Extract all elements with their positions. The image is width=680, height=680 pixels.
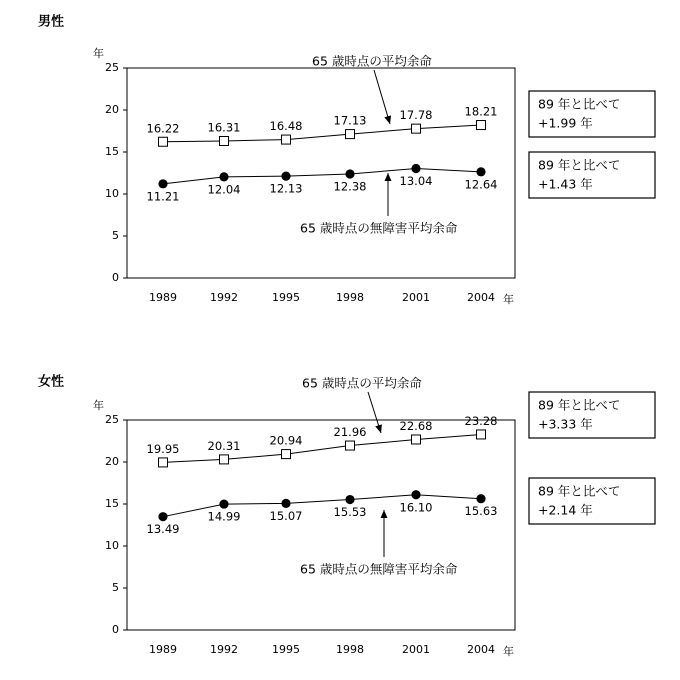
data-point-square bbox=[412, 435, 421, 444]
data-point-circle bbox=[158, 179, 167, 188]
data-label: 16.48 bbox=[269, 119, 303, 134]
data-label: 17.13 bbox=[333, 113, 367, 128]
data-label: 15.53 bbox=[333, 505, 367, 520]
data-label: 23.28 bbox=[464, 413, 498, 428]
data-point-square bbox=[282, 450, 291, 459]
comparison-box-line1: 89 年と比べて bbox=[538, 483, 621, 499]
comparison-box-line1: 89 年と比べて bbox=[538, 397, 621, 413]
y-tick-label: 25 bbox=[105, 413, 119, 426]
data-point-circle bbox=[411, 164, 420, 173]
data-label: 20.94 bbox=[269, 433, 303, 448]
chart-title: 女性 bbox=[38, 374, 65, 390]
chart-panel-0 bbox=[38, 14, 655, 307]
annotation-arrow-head bbox=[375, 424, 382, 433]
annotation-arrow-line bbox=[374, 70, 390, 124]
data-point-square bbox=[477, 121, 486, 130]
data-label: 11.21 bbox=[146, 189, 180, 204]
x-axis-unit: 年 bbox=[503, 293, 514, 306]
data-label: 13.04 bbox=[399, 173, 433, 188]
data-label: 12.04 bbox=[207, 182, 241, 197]
data-point-circle bbox=[281, 499, 290, 508]
y-tick-label: 15 bbox=[105, 145, 119, 158]
x-tick-label: 1989 bbox=[149, 291, 177, 304]
data-label: 12.13 bbox=[269, 181, 303, 196]
comparison-box-1 bbox=[529, 152, 655, 198]
plot-area-frame bbox=[127, 420, 515, 630]
y-axis-unit: 年 bbox=[93, 47, 104, 60]
y-tick-label: 20 bbox=[105, 455, 119, 468]
data-point-square bbox=[159, 458, 168, 467]
x-tick-label: 1998 bbox=[336, 643, 364, 656]
data-label: 13.49 bbox=[146, 522, 180, 537]
chart-title: 男性 bbox=[38, 14, 65, 30]
chart-panel-1 bbox=[38, 374, 655, 659]
x-tick-label: 1995 bbox=[272, 643, 300, 656]
data-label: 20.31 bbox=[207, 438, 241, 453]
x-tick-label: 1995 bbox=[272, 291, 300, 304]
annotation-arrow-head bbox=[384, 115, 391, 124]
data-point-circle bbox=[281, 172, 290, 181]
data-label: 12.38 bbox=[333, 179, 367, 194]
data-label: 16.22 bbox=[146, 121, 180, 136]
x-tick-label: 1992 bbox=[210, 643, 238, 656]
data-label: 15.63 bbox=[464, 504, 498, 519]
x-tick-label: 1998 bbox=[336, 291, 364, 304]
data-point-circle bbox=[411, 490, 420, 499]
y-tick-label: 0 bbox=[112, 623, 119, 636]
y-tick-label: 25 bbox=[105, 61, 119, 74]
data-point-square bbox=[282, 135, 291, 144]
y-tick-label: 10 bbox=[105, 187, 119, 200]
data-label: 17.78 bbox=[399, 108, 433, 123]
data-label: 19.95 bbox=[146, 441, 180, 456]
y-axis-unit: 年 bbox=[93, 399, 104, 412]
x-tick-label: 2004 bbox=[467, 643, 495, 656]
comparison-box-line2: +3.33 年 bbox=[538, 416, 593, 432]
y-tick-label: 5 bbox=[112, 229, 119, 242]
data-point-circle bbox=[345, 169, 354, 178]
series-annotation-1: 65 歳時点の無障害平均余命 bbox=[300, 561, 458, 577]
comparison-box-line2: +1.99 年 bbox=[538, 115, 593, 131]
x-tick-label: 2001 bbox=[402, 643, 430, 656]
data-point-circle bbox=[219, 499, 228, 508]
data-point-square bbox=[412, 124, 421, 133]
x-tick-label: 1992 bbox=[210, 291, 238, 304]
comparison-box-line1: 89 年と比べて bbox=[538, 157, 621, 173]
data-point-circle bbox=[219, 172, 228, 181]
data-point-square bbox=[159, 137, 168, 146]
comparison-box-0 bbox=[529, 392, 655, 438]
data-label: 15.07 bbox=[269, 508, 303, 523]
data-point-circle bbox=[476, 494, 485, 503]
annotation-arrow-head bbox=[381, 510, 388, 518]
data-label: 14.99 bbox=[207, 509, 241, 524]
data-point-square bbox=[346, 441, 355, 450]
data-label: 21.96 bbox=[333, 425, 367, 440]
data-point-square bbox=[220, 136, 229, 145]
data-point-square bbox=[346, 130, 355, 139]
comparison-box-0 bbox=[529, 91, 655, 137]
data-point-square bbox=[477, 430, 486, 439]
y-tick-label: 5 bbox=[112, 581, 119, 594]
series-annotation-0: 65 歳時点の平均余命 bbox=[312, 53, 432, 69]
data-label: 22.68 bbox=[399, 418, 433, 433]
comparison-box-line1: 89 年と比べて bbox=[538, 96, 621, 112]
x-axis-unit: 年 bbox=[503, 645, 514, 658]
data-point-square bbox=[220, 455, 229, 464]
data-point-circle bbox=[158, 512, 167, 521]
comparison-box-1 bbox=[529, 478, 655, 524]
data-label: 16.31 bbox=[207, 120, 241, 135]
data-point-circle bbox=[345, 495, 354, 504]
series-annotation-1: 65 歳時点の無障害平均余命 bbox=[300, 220, 458, 236]
data-point-circle bbox=[476, 167, 485, 176]
data-label: 18.21 bbox=[464, 104, 498, 119]
y-tick-label: 15 bbox=[105, 497, 119, 510]
x-tick-label: 2001 bbox=[402, 291, 430, 304]
plot-area-frame bbox=[127, 68, 515, 278]
series-annotation-0: 65 歳時点の平均余命 bbox=[302, 375, 422, 391]
data-label: 12.64 bbox=[464, 177, 498, 192]
data-label: 16.10 bbox=[399, 500, 433, 515]
annotation-arrow-head bbox=[385, 173, 392, 181]
comparison-box-line2: +2.14 年 bbox=[538, 502, 593, 518]
x-tick-label: 2004 bbox=[467, 291, 495, 304]
y-tick-label: 20 bbox=[105, 103, 119, 116]
x-tick-label: 1989 bbox=[149, 643, 177, 656]
y-tick-label: 0 bbox=[112, 271, 119, 284]
y-tick-label: 10 bbox=[105, 539, 119, 552]
comparison-box-line2: +1.43 年 bbox=[538, 176, 593, 192]
